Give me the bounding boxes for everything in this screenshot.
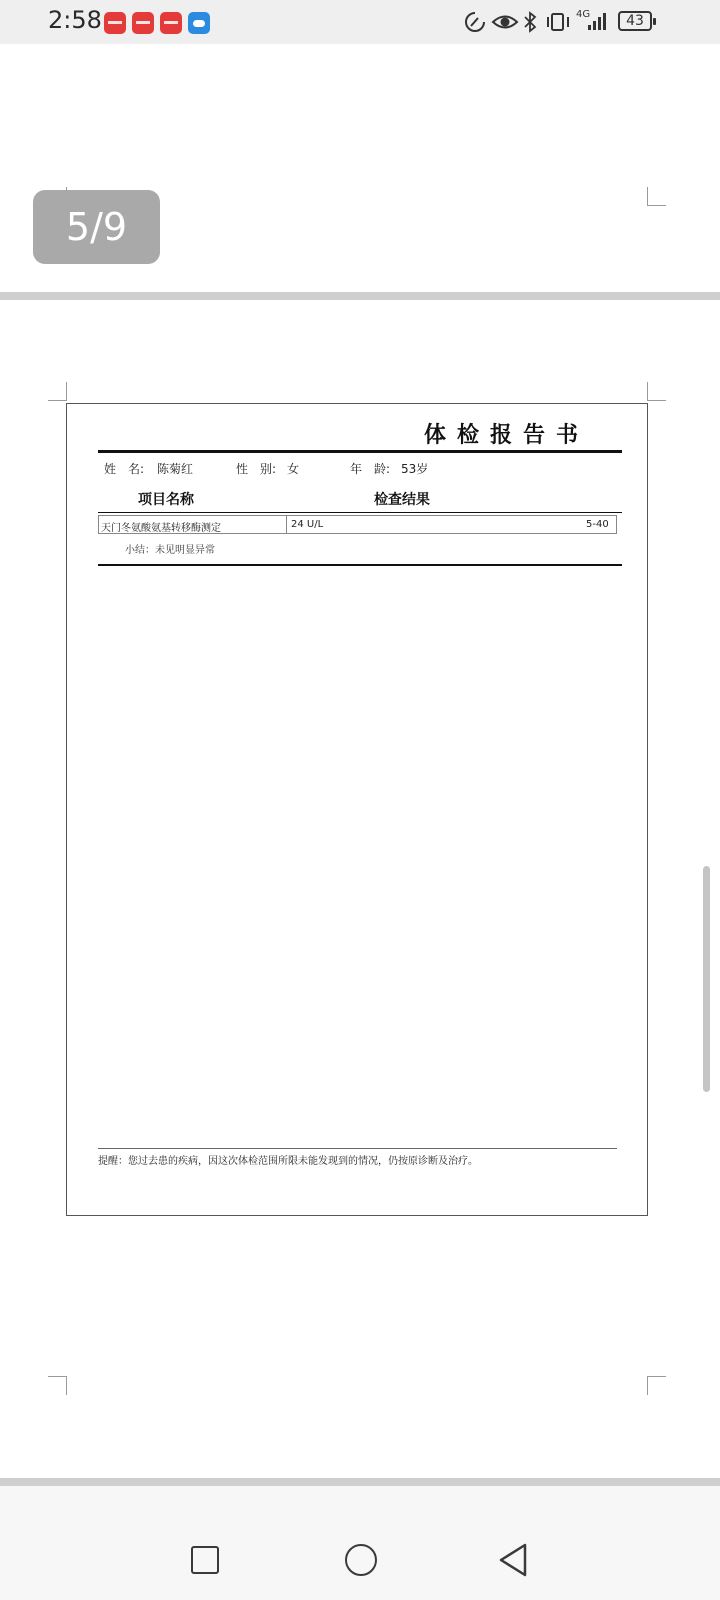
signal-icon <box>574 10 610 34</box>
crop-mark <box>647 382 666 401</box>
crop-mark <box>647 1376 666 1395</box>
footer-note: 提醒：您过去患的疾病，因这次体检范围所限未能发现到的情况，仍按原诊断及治疗。 <box>98 1156 478 1167</box>
weather-app-icon <box>188 12 210 34</box>
app-notification-icon <box>104 12 126 34</box>
age-value: 53岁 <box>401 462 429 476</box>
battery-icon: 43 <box>618 11 652 31</box>
gender-label: 性 别: <box>236 462 277 476</box>
row-reference-range: 5-40 <box>586 519 609 530</box>
page-separator <box>0 292 720 300</box>
report-title: 体检报告书 <box>424 422 590 448</box>
vibrate-icon <box>544 10 572 34</box>
crop-mark <box>647 187 666 206</box>
navigation-bar <box>0 1486 720 1600</box>
data-saver-icon <box>462 10 488 34</box>
footer-rule <box>98 1148 617 1149</box>
name-value: 陈菊红 <box>157 462 194 476</box>
status-bar <box>0 0 720 44</box>
home-icon[interactable] <box>345 1544 377 1576</box>
column-header-item: 项目名称 <box>138 492 194 508</box>
scrollbar[interactable] <box>703 866 710 1092</box>
eye-comfort-icon <box>491 10 519 34</box>
app-notification-icon <box>160 12 182 34</box>
gender-value: 女 <box>287 462 300 476</box>
network-type: 4G <box>576 9 591 20</box>
header-rule <box>98 512 622 513</box>
page-indicator: 5/9 <box>33 190 160 264</box>
page-separator <box>0 1478 720 1486</box>
crop-mark <box>48 382 67 401</box>
age-label: 年 龄: <box>350 462 391 476</box>
app-notification-icon <box>132 12 154 34</box>
row-result: 24 U/L <box>291 519 324 530</box>
recent-apps-icon[interactable] <box>191 1546 219 1574</box>
crop-mark <box>48 1376 67 1395</box>
summary-text: 小结：未见明显异常 <box>125 545 215 556</box>
name-label: 姓 名: <box>104 462 145 476</box>
back-icon[interactable] <box>496 1542 530 1578</box>
section-rule <box>98 564 622 566</box>
row-item-name: 天门冬氨酸氨基转移酶测定 <box>101 523 221 534</box>
status-time: 2:58 <box>48 6 102 34</box>
table-divider <box>286 516 287 533</box>
title-rule <box>98 450 622 453</box>
column-header-result: 检查结果 <box>374 492 430 508</box>
bluetooth-icon <box>522 10 538 34</box>
